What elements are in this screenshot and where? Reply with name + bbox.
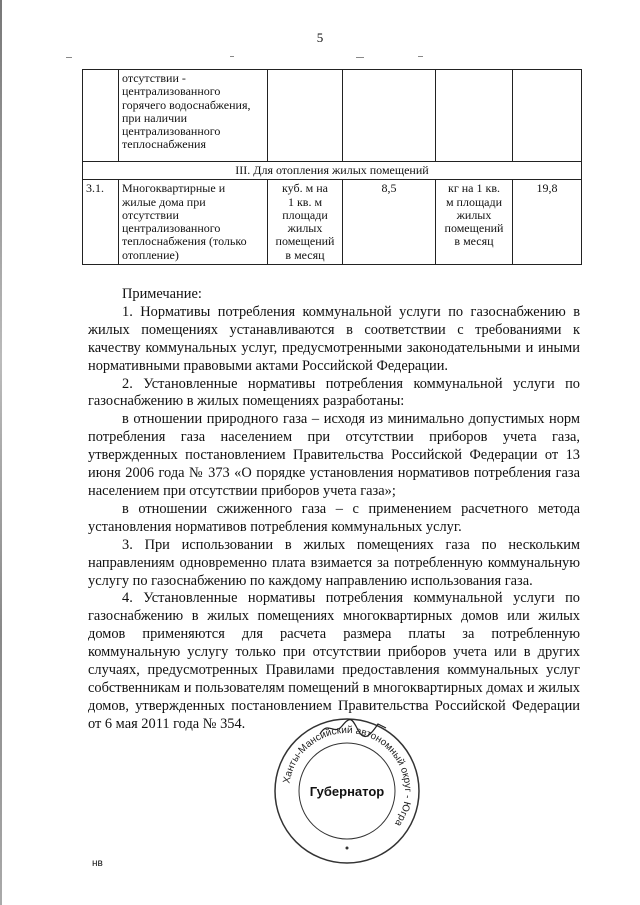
- note-paragraph: 1. Нормативы потребления коммунальной услуги по газоснабжению в жилых помещениях устанавливаются в соответствии с требованиями к качеству коммунальных услуг, предусмотренными законодательными и иными нормативными правовыми актами Российской Федерации.: [88, 303, 580, 374]
- scan-mark: [356, 57, 364, 58]
- scan-mark: [66, 57, 72, 58]
- desc-line: теплоснабжения: [122, 137, 206, 152]
- cell-description: [119, 70, 268, 162]
- note-paragraph: в отношении природного газа – исходя из минимально допустимых норм потребления газа населением при отсутствии приборов учета газа, утвержденных постановлением Правительства Российской Федерации от 13 июня 2006 года № 373 «О порядке установления нормативов потребления газа населением при отсутствии приборов учета газа»;: [88, 411, 580, 499]
- seal-ring-textpath: Ханты-Мансийский автономный округ - Югра: [281, 724, 414, 829]
- unit-line: жилых: [287, 221, 323, 236]
- cell-value-natural: 8,5: [343, 180, 436, 265]
- note-paragraph: в отношении сжиженного газа – с применением расчетного метода установления нормативов потребления коммунальных услуг.: [88, 500, 580, 535]
- table-row: [83, 180, 582, 265]
- unit-line: кг на 1 кв.: [448, 181, 500, 196]
- scan-mark: [230, 56, 234, 57]
- cell-unit-liquefied: [436, 70, 513, 162]
- unit-line: помещений: [275, 234, 335, 249]
- table-section-row: [83, 162, 582, 180]
- scan-mark: [418, 56, 423, 57]
- unit-line: куб. м на: [282, 181, 328, 196]
- desc-line: отсутствии -: [122, 71, 186, 85]
- note-paragraph: 4. Установленные нормативы потребления коммунальной услуги по газоснабжению в жилых помещениях многоквартирных домов или жилых домов применяются для расчета размера платы за потребленную коммунальную услугу только при отсутствии приборов учета или в других случаях, предусмотренных Правилами предоставления коммунальных услуг собственникам и пользователям помещений в многоквартирных домах и жилых домов, утвержденных постановлением Правительства Российской Федерации от 6 мая 2011 года № 354.: [88, 590, 580, 732]
- cell-unit-natural: [268, 70, 343, 162]
- cell-value-liquefied: [513, 70, 582, 162]
- unit-line: площади: [282, 207, 328, 222]
- desc-line: жилые дома при: [122, 194, 206, 209]
- signature: [318, 716, 388, 738]
- unit-line: м площади: [445, 194, 503, 209]
- notes-heading: Примечание:: [122, 286, 202, 302]
- cell-unit-natural: [268, 180, 343, 265]
- unit-line: в месяц: [285, 247, 325, 262]
- note-paragraph: 2. Установленные нормативы потребления коммунальной услуги по газоснабжению в жилых помещениях разработаны:: [88, 375, 580, 410]
- cell-description: [119, 180, 268, 265]
- seal-dot: [346, 847, 349, 850]
- unit-line: 1 кв. м: [287, 194, 323, 209]
- seal-center-text: Губернатор: [309, 784, 385, 799]
- desc-line: Многоквартирные и: [122, 181, 226, 196]
- desc-line: централизованного: [122, 221, 221, 236]
- page-number: 5: [316, 30, 324, 45]
- desc-line: при наличии: [122, 110, 187, 125]
- cell-num: [83, 70, 119, 162]
- desc-line: отопление): [122, 247, 179, 262]
- governor-seal: [272, 716, 422, 866]
- table-row: [83, 70, 582, 162]
- desc-line: горячего водоснабжения,: [122, 97, 251, 112]
- section-title: III. Для отопления жилых помещений: [83, 162, 582, 180]
- cell-value-natural: [343, 70, 436, 162]
- desc-line: централизованного: [122, 124, 221, 139]
- desc-line: централизованного: [122, 84, 221, 99]
- norms-table: [82, 69, 582, 265]
- cell-unit-liquefied: [436, 180, 513, 265]
- unit-line: в месяц: [454, 234, 494, 249]
- unit-line: жилых: [456, 207, 492, 222]
- note-paragraph: 3. При использовании в жилых помещениях газа по нескольким направлениям одновременно плата взимается за потребленную коммунальную услугу по газоснабжению по каждому направлению использования газа.: [88, 536, 580, 589]
- scan-left-edge: [0, 0, 2, 905]
- notes-section: [88, 286, 580, 734]
- cell-num: 3.1.: [83, 180, 119, 265]
- desc-line: отсутствии: [122, 207, 179, 222]
- cell-value-liquefied: 19,8: [513, 180, 582, 265]
- desc-line: теплоснабжения (только: [122, 234, 247, 249]
- unit-line: помещений: [444, 221, 504, 236]
- footer-mark: нв: [92, 858, 103, 869]
